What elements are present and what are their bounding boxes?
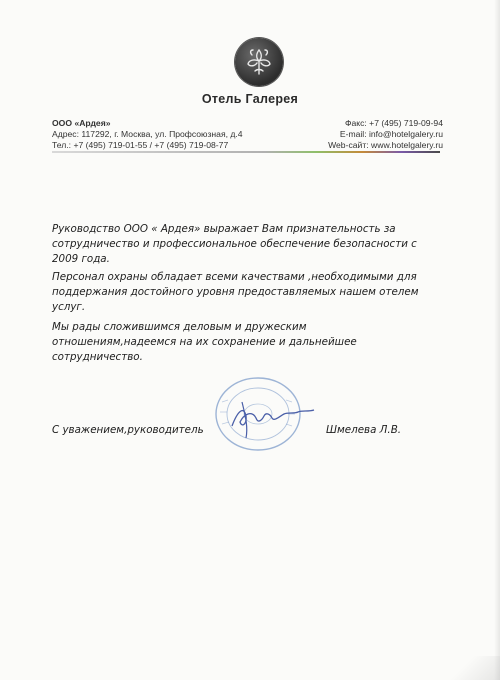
company-fax: Факс: +7 (495) 719-09-94 — [344, 118, 443, 128]
hotel-name: Отель Галерея — [201, 92, 299, 106]
paragraph-1-line-1: Руководство ООО « Ардея» выражает Вам признательность за — [52, 223, 396, 235]
letterhead-company-block — [52, 118, 243, 151]
letterhead-contacts-block — [328, 118, 443, 151]
company-stamp-and-signature — [202, 372, 322, 462]
letter-paragraph-2: Персонал охраны обладает всеми качествами ,необходимыми для поддержания достойного уровня предоставляемых нашем отелем услуг. — [52, 271, 419, 313]
letter-paragraph-3: Мы рады сложившимся деловым и дружеским отношениям,надеемся на их сохранение и дальнейшее сотрудничество. — [52, 321, 357, 363]
company-address: Адрес: 117292, г. Москва, ул. Профсоюзная, д.4 — [52, 129, 243, 139]
paragraph-1-line-2: сотрудничество и профессиональное обеспечение безопасности с — [52, 238, 417, 250]
letterhead-divider — [52, 151, 440, 153]
company-phone: Тел.: +7 (495) 719-01-55 / +7 (495) 719-08-77 — [52, 140, 229, 150]
company-email: E-mail: info@hotelgalery.ru — [339, 129, 443, 139]
hotel-logo-emblem — [235, 38, 283, 86]
page-corner-shading — [440, 656, 500, 680]
company-name: ООО «Ардея» — [52, 118, 111, 128]
company-website: Web-сайт: www.hotelgalery.ru — [328, 140, 443, 150]
signature-closing: С уважением,руководитель — [52, 424, 204, 436]
paragraph-1-line-3: 2009 года. — [52, 253, 110, 265]
letter-paragraph-1 — [52, 222, 422, 267]
signatory-name: Шмелева Л.В. — [326, 424, 402, 436]
